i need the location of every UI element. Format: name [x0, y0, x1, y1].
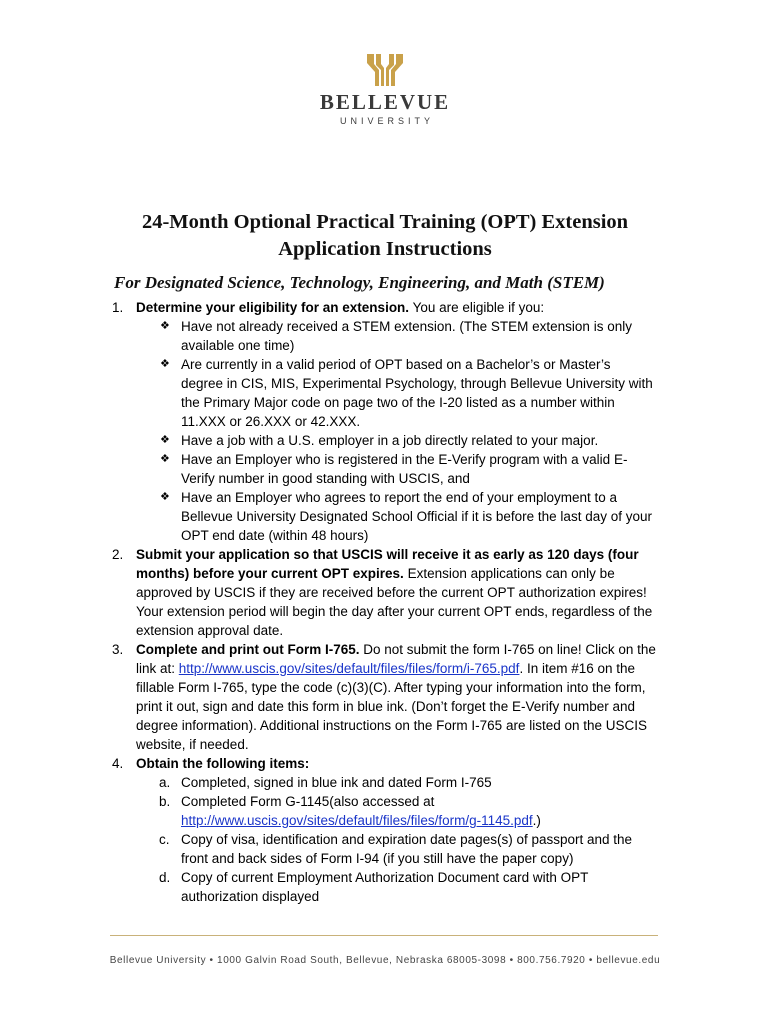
bullet-text: Have an Employer who is registered in the E-Verify program with a valid E-Verify number in good standing with USCIS, and	[181, 452, 628, 486]
sub-item-text: Copy of current Employment Authorization Document card with OPT authorization displayed	[181, 870, 589, 904]
item-number: 4.	[112, 756, 124, 771]
university-logo	[0, 52, 770, 126]
sub-item	[0, 792, 770, 830]
sub-item-text: Completed Form G-1145(also accessed at	[181, 794, 435, 809]
item-text: Do not submit the form I-765 on line! Click on the link at:	[136, 642, 656, 676]
sub-item	[0, 773, 770, 792]
sub-item-text: .)	[532, 813, 541, 828]
sub-item-letter: b.	[159, 794, 171, 809]
diamond-bullet-icon: ❖	[160, 434, 170, 446]
i765-form-link[interactable]: http://www.uscis.gov/sites/default/files/files/form/i-765.pdf	[178, 661, 520, 676]
item-number: 1.	[112, 300, 124, 315]
footer-address: Bellevue University • 1000 Galvin Road South, Bellevue, Nebraska 68005-3098 • 800.756.7920 • bellevue.edu	[109, 955, 661, 966]
sub-item	[0, 868, 770, 906]
diamond-bullet-icon: ❖	[160, 320, 170, 332]
g1145-form-link[interactable]: http://www.uscis.gov/sites/default/files/files/form/g-1145.pdf	[181, 813, 533, 828]
diamond-bullet-icon: ❖	[160, 491, 170, 503]
bullet-text: Have a job with a U.S. employer in a job directly related to your major.	[181, 433, 599, 448]
bullet-item	[0, 488, 770, 545]
bellevue-emblem-icon	[365, 52, 405, 88]
bullet-item	[0, 317, 770, 355]
bullet-text: Have an Employer who agrees to report the end of your employment to a Bellevue University Designated School Official if it is before the last day of your OPT end date (within 48 hours)	[181, 490, 652, 543]
instructions-list	[0, 298, 770, 906]
title-line-1: 24-Month Optional Practical Training (OPT) Extension	[141, 211, 629, 233]
item-text: Extension applications can only be approved by USCIS if they are received before the current OPT authorization expires! Your extension period will begin the day after your current OPT ends, regardless of the extension approval date.	[136, 566, 653, 638]
page-title	[0, 209, 770, 263]
page-subtitle: For Designated Science, Technology, Engineering, and Math (STEM)	[114, 273, 605, 292]
sub-item-letter: c.	[159, 832, 170, 847]
diamond-bullet-icon: ❖	[160, 453, 170, 465]
logo-subtitle: UNIVERSITY	[339, 116, 434, 126]
item-heading: Determine your eligibility for an extension.	[136, 300, 410, 315]
bullet-item	[0, 355, 770, 431]
bullet-text: Are currently in a valid period of OPT based on a Bachelor’s or Master’s degree in CIS, MIS, Experimental Psychology, through Bellevue University with the Primary Major code on page two of the I-20 listed as a number within 11.XXX or 26.XXX or 42.XXX.	[181, 357, 653, 429]
list-item	[0, 640, 770, 754]
sub-item-letter: a.	[159, 775, 171, 790]
sub-item-text: Completed, signed in blue ink and dated Form I-765	[181, 775, 492, 790]
item-text: You are eligible if you:	[409, 300, 545, 315]
list-item	[0, 298, 770, 317]
logo-name: BELLEVUE	[319, 90, 451, 114]
bullet-text: Have not already received a STEM extension. (The STEM extension is only available one time)	[181, 319, 632, 353]
title-line-2: Application Instructions	[278, 238, 492, 260]
item-heading: Obtain the following items:	[136, 756, 310, 771]
bullet-item	[0, 431, 770, 450]
footer-divider	[110, 935, 658, 936]
item-heading: Submit your application so that USCIS will receive it as early as 120 days (four months) before your current OPT expires.	[136, 547, 639, 581]
item-heading: Complete and print out Form I-765.	[136, 642, 360, 657]
item-text: . In item #16 on the fillable Form I-765, type the code (c)(3)(C). After typing your information into the form, print it out, sign and date this form in blue ink. (Don’t forget the E-Verify number and degree information). Additional instructions on the Form I-765 are listed on the USCIS website, if needed.	[136, 661, 648, 752]
sub-item-text: Copy of visa, identification and expiration date pages(s) of passport and the front and back sides of Form I-94 (if you still have the paper copy)	[181, 832, 633, 866]
item-number: 3.	[112, 642, 124, 657]
diamond-bullet-icon: ❖	[160, 358, 170, 370]
list-item	[0, 754, 770, 773]
sub-item-letter: d.	[159, 870, 171, 885]
sub-item	[0, 830, 770, 868]
item-number: 2.	[112, 547, 124, 562]
bullet-item	[0, 450, 770, 488]
list-item	[0, 545, 770, 640]
